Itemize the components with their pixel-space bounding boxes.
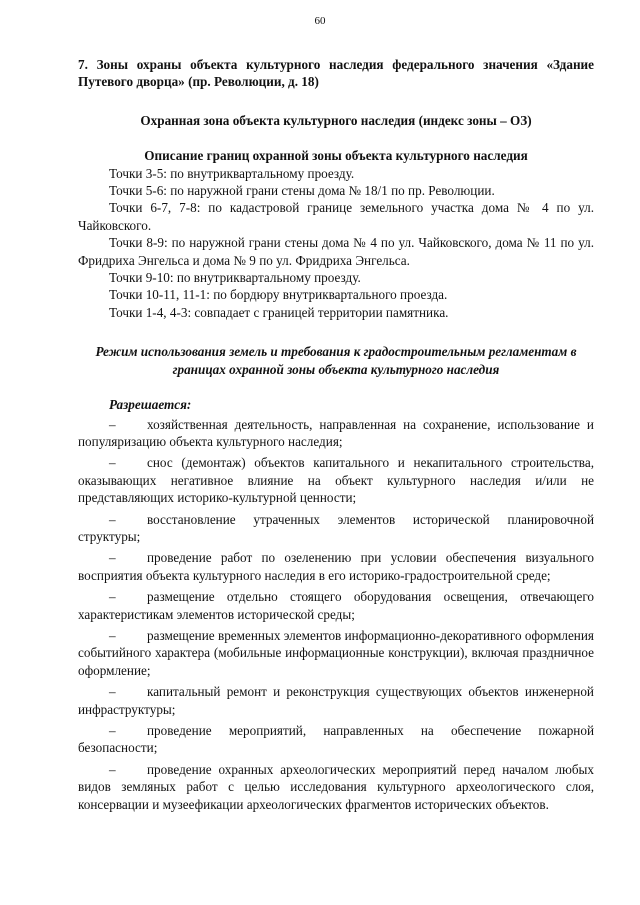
list-item	[78, 722, 594, 757]
list-item	[78, 454, 594, 506]
dash-marker: –	[109, 627, 116, 643]
list-item-text: снос (демонтаж) объектов капитального и некапитального строительства, оказывающих негативное влияние на объект культурного наследия и/или не представляющих историко-культурной ценности;	[78, 455, 594, 506]
dash-marker: –	[109, 455, 116, 471]
dash-marker: –	[109, 550, 116, 566]
list-item	[78, 416, 594, 451]
list-item	[78, 549, 594, 584]
document-body	[78, 56, 594, 817]
boundary-point: Точки 10-11, 11-1: по бордюру внутриквартального проезда.	[109, 287, 448, 303]
list-item	[78, 627, 594, 679]
section-title: 7. Зоны охраны объекта культурного наследия федерального значения «Здание Путевого дворца» (пр. Революции, д. 18)	[78, 57, 594, 90]
list-item-text: хозяйственная деятельность, направленная на сохранение, использование и популяризацию объекта культурного наследия;	[78, 416, 594, 449]
boundary-point: Точки 5-6: по наружной грани стены дома № 18/1 по пр. Революции.	[109, 183, 495, 199]
dash-marker: –	[109, 723, 116, 738]
list-item-text: проведение мероприятий, направленных на обеспечение пожарной безопасности;	[78, 723, 594, 756]
list-item-text: проведение охранных археологических мероприятий перед началом любых видов земляных работ с целью исследования культурного археологического слоя, консервации и музеефикации археологических фрагментов исторических объектов.	[78, 761, 594, 812]
list-item-text: капитальный ремонт и реконструкция существующих объектов инженерной инфраструктуры;	[78, 684, 594, 717]
list-item-text: размещение временных элементов информационно-декоративного оформления событийного характера (мобильные информационные конструкции), включая праздничное оформление;	[78, 627, 594, 678]
boundary-point: Точки 9-10: по внутриквартальному проезду.	[109, 270, 361, 286]
list-item-text: восстановление утраченных элементов исторической планировочной структуры;	[78, 511, 594, 544]
list-item-text: размещение отдельно стоящего оборудования освещения, отвечающего характеристикам элементов исторической среды;	[78, 589, 594, 622]
boundary-description-title: Описание границ охранной зоны объекта культурного наследия	[144, 148, 528, 164]
allowed-list	[78, 416, 594, 814]
list-item	[78, 761, 594, 813]
boundary-point: Точки 6-7, 7-8: по кадастровой границе земельного участка дома № 4 по ул. Чайковского.	[78, 200, 594, 233]
dash-marker: –	[109, 416, 116, 432]
list-item	[78, 511, 594, 546]
page-number: 60	[314, 15, 326, 27]
list-item	[78, 683, 594, 718]
dash-marker: –	[109, 589, 116, 605]
regime-title: Режим использования земель и требования к градостроительным регламентам в границах охранной зоны объекта культурного наследия	[95, 344, 577, 377]
boundary-points-list	[78, 165, 594, 322]
list-item	[78, 588, 594, 623]
dash-marker: –	[109, 511, 116, 527]
boundary-point: Точки 3-5: по внутриквартальному проезду.	[109, 165, 355, 181]
dash-marker: –	[109, 684, 116, 700]
boundary-point: Точки 1-4, 4-3: совпадает с границей территории памятника.	[109, 304, 449, 320]
dash-marker: –	[109, 761, 116, 777]
zone-title: Охранная зона объекта культурного наследия (индекс зоны – ОЗ)	[140, 112, 532, 128]
boundary-point: Точки 8-9: по наружной грани стены дома № 4 по ул. Чайковского, дома № 11 по ул. Фридриха Энгельса и дома № 9 по ул. Фридриха Энгельса.	[78, 235, 594, 268]
allowed-title: Разрешается:	[109, 397, 192, 413]
list-item-text: проведение работ по озеленению при условии обеспечения визуального восприятия объекта культурного наследия в его историко-градостроительной среде;	[78, 550, 594, 583]
